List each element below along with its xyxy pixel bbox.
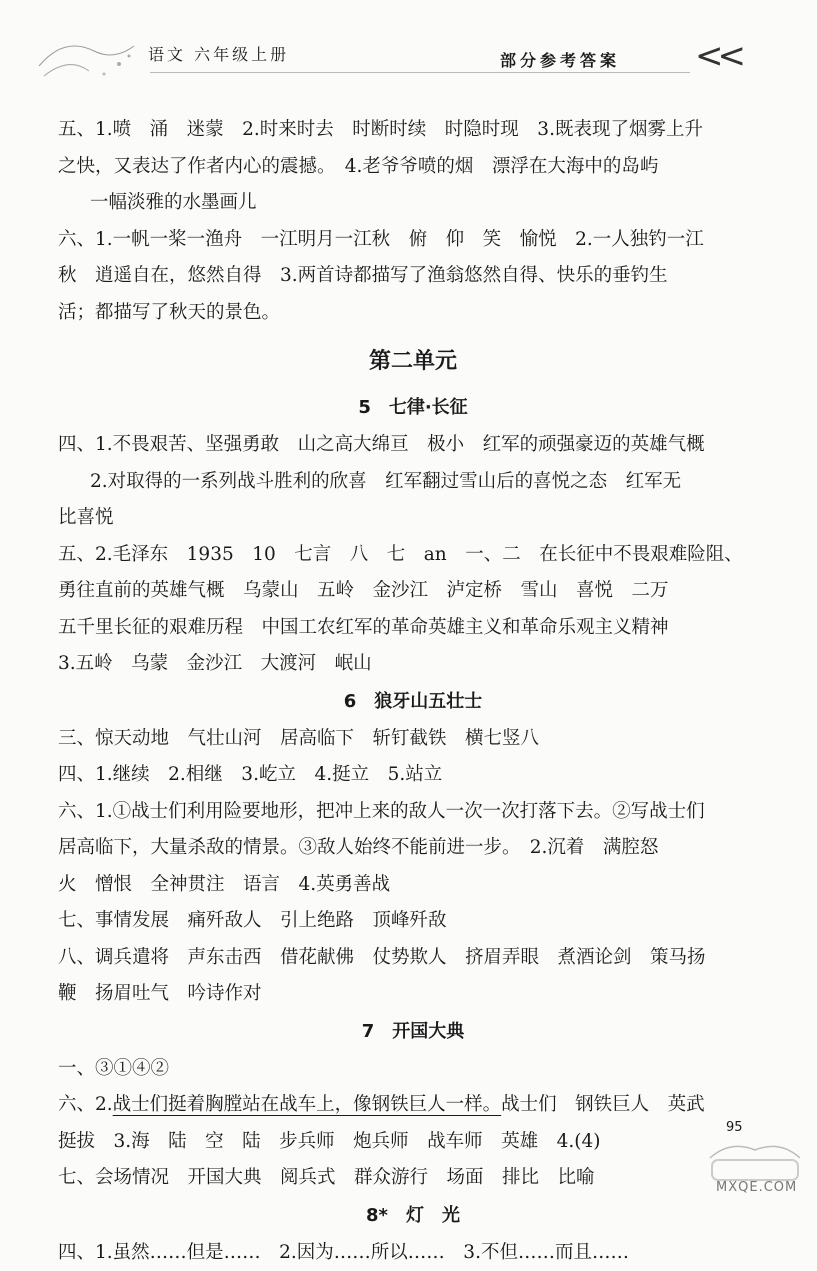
answer-line: 活；都描写了秋天的景色。 [58, 295, 768, 332]
answer-line: 之快，又表达了作者内心的震撼。 4.老爷爷喷的烟 漂浮在大海中的岛屿 [58, 149, 768, 186]
answer-line [58, 1087, 768, 1124]
answer-line: 八、调兵遣将 声东击西 借花献佛 仗势欺人 挤眉弄眼 煮酒论剑 策马扬 [58, 940, 768, 977]
answer-line: 四、1.继续 2.相继 3.屹立 4.挺立 5.站立 [58, 757, 768, 794]
header-divider [150, 72, 690, 73]
page-number: 95 [726, 1120, 743, 1135]
answer-line: 2.对取得的一系列战斗胜利的欣喜 红军翻过雪山后的喜悦之态 红军无 [58, 464, 768, 501]
answer-line: 比喜悦 [58, 500, 768, 537]
page-header [0, 0, 817, 100]
answer-rest: 战士们 钢铁巨人 英武 [501, 1094, 705, 1115]
lesson-title: 6 狼牙山五壮士 [58, 683, 768, 721]
answer-line: 七、会场情况 开国大典 阅兵式 群众游行 场面 排比 比喻 [58, 1160, 768, 1197]
header-arrows: << [695, 36, 740, 76]
answer-line: 一、③①④② [58, 1051, 768, 1088]
lesson-title: 7 开国大典 [58, 1013, 768, 1051]
answer-line: 鞭 扬眉吐气 吟诗作对 [58, 976, 768, 1013]
underlined-sentence: 战士们挺着胸膛站在战车上，像钢铁巨人一样。 [113, 1094, 502, 1115]
answer-line: 五、1.喷 涌 迷蒙 2.时来时去 时断时续 时隐时现 3.既表现了烟雾上升 [58, 112, 768, 149]
answer-line: 勇往直前的英雄气概 乌蒙山 五岭 金沙江 泸定桥 雪山 喜悦 二万 [58, 573, 768, 610]
answer-line: 挺拔 3.海 陆 空 陆 步兵师 炮兵师 战车师 英雄 4.(4) [58, 1124, 768, 1161]
answer-line: 3.五岭 乌蒙 金沙江 大渡河 岷山 [58, 646, 768, 683]
lesson-title: 8* 灯 光 [58, 1197, 768, 1235]
answer-line: 秋 逍遥自在，悠然自得 3.两首诗都描写了渔翁悠然自得、快乐的垂钓生 [58, 258, 768, 295]
answer-line: 四、1.虽然……但是…… 2.因为……所以…… 3.不但……而且…… [58, 1235, 768, 1271]
answer-prefix: 六、2. [58, 1094, 113, 1115]
watermark-text: MXQE.COM [716, 1180, 797, 1195]
decorative-illustration [34, 26, 144, 86]
answer-line: 四、1.不畏艰苦、坚强勇敢 山之高大绵亘 极小 红军的顽强豪迈的英雄气概 [58, 427, 768, 464]
answer-line: 五千里长征的艰难历程 中国工农红军的革命英雄主义和革命乐观主义精神 [58, 610, 768, 647]
header-section: 部分参考答案 [500, 48, 620, 71]
answer-line: 火 憎恨 全神贯注 语言 4.英勇善战 [58, 867, 768, 904]
lesson-title: 5 七律·长征 [58, 389, 768, 427]
answer-content [58, 112, 768, 1271]
answer-line: 三、惊天动地 气壮山河 居高临下 斩钉截铁 横七竖八 [58, 721, 768, 758]
answer-line: 六、1.①战士们利用险要地形，把冲上来的敌人一次一次打落下去。②写战士们 [58, 794, 768, 831]
answer-line: 一幅淡雅的水墨画儿 [58, 185, 768, 222]
answer-line: 居高临下，大量杀敌的情景。③敌人始终不能前进一步。 2.沉着 满腔怒 [58, 830, 768, 867]
unit-title: 第二单元 [58, 331, 768, 389]
answer-line: 六、1.一帆一桨一渔舟 一江明月一江秋 俯 仰 笑 愉悦 2.一人独钓一江 [58, 222, 768, 259]
answer-line: 七、事情发展 痛歼敌人 引上绝路 顶峰歼敌 [58, 903, 768, 940]
header-subject: 语文 六年级上册 [148, 42, 289, 65]
answer-line: 五、2.毛泽东 1935 10 七言 八 七 an 一、二 在长征中不畏艰难险阻、 [58, 537, 768, 574]
